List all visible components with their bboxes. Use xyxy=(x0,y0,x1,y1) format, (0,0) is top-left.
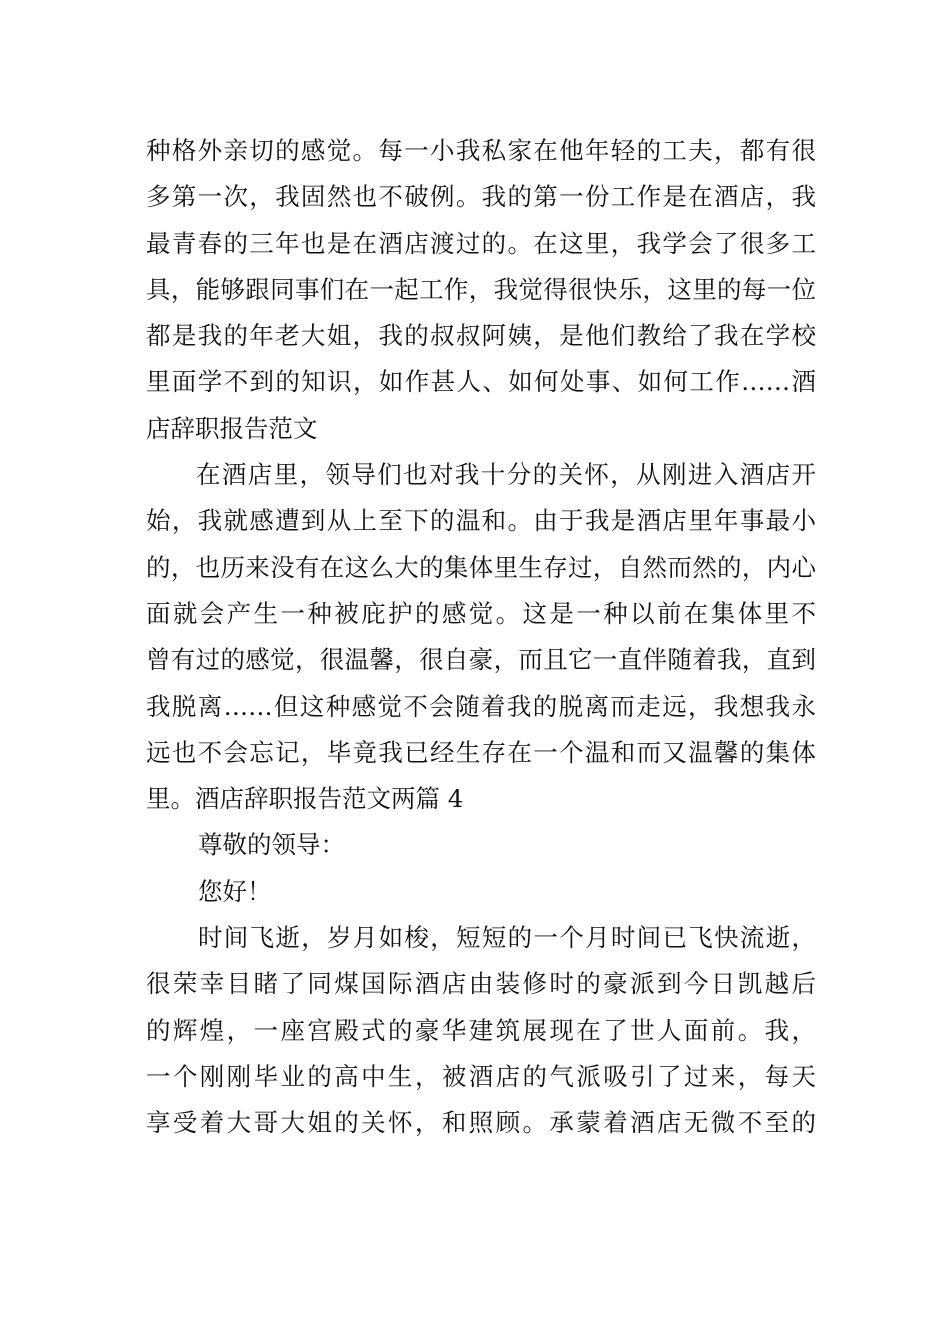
text-line: 的，也历来没有在这么大的集体里生存过，自然而然的，内心 xyxy=(146,552,816,582)
text-line: 店辞职报告范文 xyxy=(146,413,318,443)
text-line: 在酒店里，领导们也对我十分的关怀，从刚进入酒店开 xyxy=(196,460,816,490)
text-line: 我脱离……但这种感觉不会随着我的脱离而走远，我想我永 xyxy=(146,691,816,721)
text-line: 时间飞逝，岁月如梭，短短的一个月时间已飞快流逝， xyxy=(198,923,816,953)
text-line: 一个刚刚毕业的高中生，被酒店的气派吸引了过来，每天 xyxy=(146,1061,816,1091)
text-line: 里。酒店辞职报告范文两篇 4 xyxy=(146,784,464,814)
document-body xyxy=(146,128,816,1147)
text-line: 的辉煌，一座宫殿式的豪华建筑展现在了世人面前。我， xyxy=(146,1015,816,1045)
text-line: 里面学不到的知识，如作甚人、如何处事、如何工作……酒 xyxy=(146,367,816,397)
text-line: 享受着大哥大姐的关怀，和照顾。承蒙着酒店无微不至的 xyxy=(146,1108,816,1138)
salutation: 尊敬的领导： xyxy=(198,830,345,860)
text-line: 很荣幸目睹了同煤国际酒店由装修时的豪派到今日凯越后 xyxy=(146,969,816,999)
text-line: 面就会产生一种被庇护的感觉。这是一种以前在集体里不 xyxy=(146,598,816,628)
text-line: 多第一次，我固然也不破例。我的第一份工作是在酒店，我 xyxy=(146,182,816,212)
text-line: 远也不会忘记，毕竟我已经生存在一个温和而又温馨的集体 xyxy=(146,737,816,767)
text-line: 曾有过的感觉，很温馨，很自豪，而且它一直伴随着我，直到 xyxy=(146,645,816,675)
text-line: 最青春的三年也是在酒店渡过的。在这里，我学会了很多工 xyxy=(146,228,816,258)
text-line: 都是我的年老大姐，我的叔叔阿姨，是他们教给了我在学校 xyxy=(146,321,816,351)
text-line: 种格外亲切的感觉。每一小我私家在他年轻的工夫，都有很 xyxy=(146,136,816,165)
text-line: 始，我就感遭到从上至下的温和。由于我是酒店里年事最小 xyxy=(146,506,816,536)
greeting: 您好！ xyxy=(198,876,272,906)
text-line: 具，能够跟同事们在一起工作，我觉得很快乐，这里的每一位 xyxy=(146,274,816,304)
